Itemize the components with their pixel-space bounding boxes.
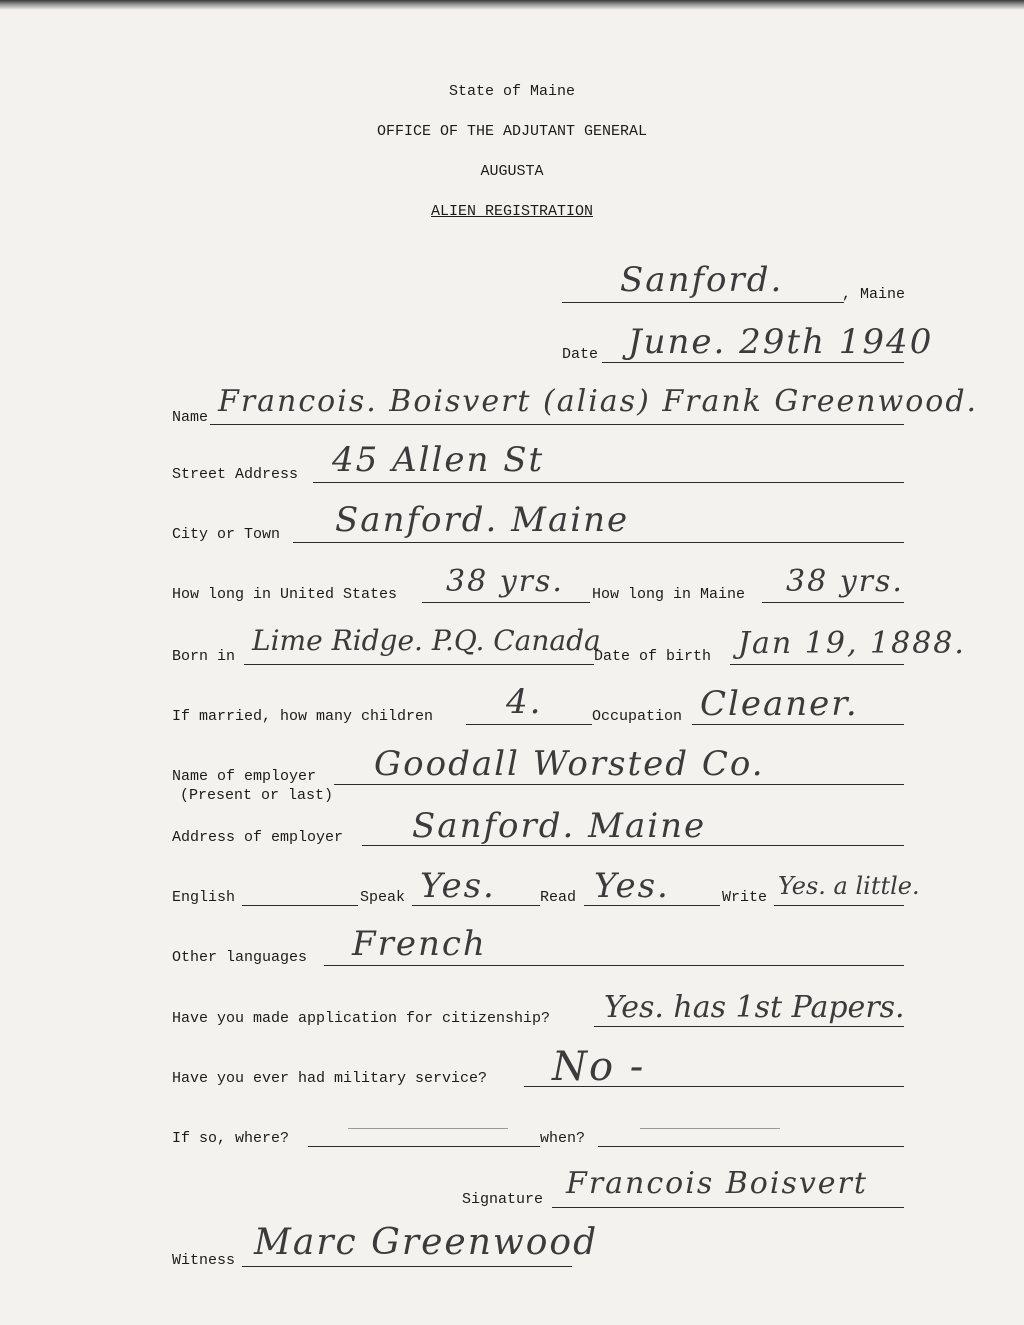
military-value: No - [552,1044,646,1090]
where-label: If so, where? [172,1130,290,1147]
children-value: 4. [506,682,543,722]
read-label: Read [540,889,577,906]
read-value: Yes. [594,866,670,906]
when-label: when? [540,1130,586,1147]
date-value: June. 29th 1940 [628,322,934,362]
born-in-label: Born in [172,648,236,665]
signature-line [552,1207,904,1208]
maine-label: , Maine [842,286,906,303]
write-value: Yes. a little. [778,872,920,900]
date-of-birth-label: Date of birth [594,648,712,665]
town-line [562,302,844,303]
born-in-value: Lime Ridge. P.Q. Canada [252,624,601,657]
employer-line [334,784,904,785]
speak-label: Speak [360,889,406,906]
when-line [598,1146,904,1147]
citizenship-value: Yes. has 1st Papers. [604,990,905,1025]
witness-line [242,1266,572,1267]
employer-address-value: Sanford. Maine [412,806,707,846]
date-label: Date [562,346,599,363]
signature-value: Francois Boisvert [566,1166,868,1201]
military-label: Have you ever had military service? [172,1070,488,1087]
date-of-birth-line [730,664,904,665]
city-label: City or Town [172,526,281,543]
occupation-label: Occupation [592,708,683,725]
write-label: Write [722,889,768,906]
how-long-maine-label: How long in Maine [592,586,746,603]
other-languages-value: French [352,924,487,964]
children-line [466,724,592,725]
date-line [602,362,904,363]
header-state: State of Maine [448,83,576,100]
city-value: Sanford. Maine [335,500,630,540]
witness-value: Marc Greenwood [254,1222,599,1263]
how-long-us-value: 38 yrs. [446,564,564,599]
how-long-maine-value: 38 yrs. [786,564,904,599]
street-value: 45 Allen St [332,440,545,480]
employer-note: (Present or last) [180,787,334,804]
where-line [308,1146,540,1147]
other-languages-label: Other languages [172,949,308,966]
date-of-birth-value: Jan 19, 1888. [738,626,966,661]
name-line [210,424,904,425]
header-title: ALIEN REGISTRATION [430,203,594,220]
pencil-dash [348,1128,508,1129]
scan-top-edge [0,0,1024,10]
how-long-maine-line [762,602,904,603]
header-city: AUGUSTA [480,163,544,180]
employer-label: Name of employer [172,768,317,785]
employer-address-label: Address of employer [172,829,344,846]
header-office: OFFICE OF THE ADJUTANT GENERAL [376,123,648,140]
how-long-us-label: How long in United States [172,586,398,603]
english-label: English [172,889,236,906]
city-line [293,542,904,543]
town-value: Sanford. [620,260,784,300]
occupation-line [692,724,904,725]
citizenship-line [594,1026,904,1027]
born-in-line [244,664,594,665]
speak-value: Yes. [420,866,496,906]
street-line [313,482,904,483]
name-label: Name [172,409,209,426]
citizenship-label: Have you made application for citizenship? [172,1010,551,1027]
other-languages-line [324,965,904,966]
children-label: If married, how many children [172,708,434,725]
how-long-us-line [422,602,590,603]
signature-label: Signature [462,1191,544,1208]
employer-value: Goodall Worsted Co. [374,744,765,784]
english-line [242,905,358,906]
occupation-value: Cleaner. [700,684,859,724]
witness-label: Witness [172,1252,236,1269]
write-line [774,905,904,906]
name-value: Francois. Boisvert (alias) Frank Greenwood. [218,384,979,419]
street-label: Street Address [172,466,299,483]
pencil-dash [640,1128,780,1129]
